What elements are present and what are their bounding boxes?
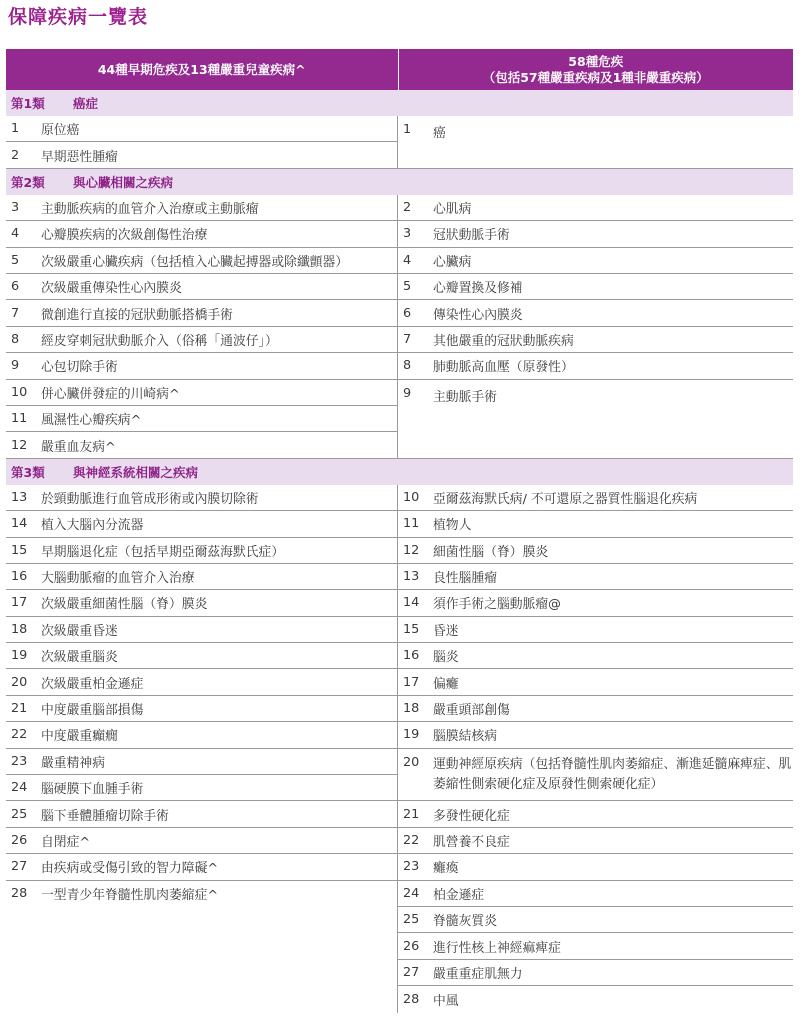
table-row	[398, 986, 793, 1012]
item-number: 19	[403, 727, 420, 743]
item-number: 2	[403, 199, 412, 215]
table-row	[398, 485, 793, 511]
item-number: 8	[11, 331, 20, 347]
item-number: 3	[403, 226, 412, 242]
item-number: 23	[403, 859, 420, 875]
table-row	[6, 406, 397, 432]
item-number: 28	[403, 991, 420, 1007]
section-1	[6, 116, 793, 169]
item-number: 26	[11, 832, 28, 848]
table-row	[6, 669, 397, 695]
table-row	[6, 617, 397, 643]
item-number: 28	[11, 886, 28, 902]
table-row	[6, 722, 397, 748]
table-row	[398, 353, 793, 379]
table-row	[398, 511, 793, 537]
category-3-row	[6, 459, 793, 485]
item-number: 8	[403, 358, 412, 374]
item-text: 多發性硬化症	[433, 808, 510, 824]
page-title: 保障疾病一覽表	[8, 6, 149, 28]
table-row	[398, 643, 793, 669]
right-column-1	[398, 116, 793, 169]
item-text: 中風	[433, 993, 459, 1009]
item-text: 次級嚴重傳染性心內膜炎	[41, 281, 182, 297]
item-number: 17	[403, 674, 420, 690]
disease-table	[6, 49, 793, 1013]
item-text: 腦硬膜下血腫手術	[41, 782, 144, 798]
category-name: 癌症	[73, 96, 99, 111]
section-2	[6, 195, 793, 459]
item-number: 16	[11, 569, 28, 585]
item-text: 於頸動脈進行血管成形術或內膜切除術	[41, 491, 259, 507]
category-number: 第3類	[11, 464, 45, 480]
right-column-2	[398, 195, 793, 459]
item-number: 7	[403, 331, 412, 347]
table-row	[398, 617, 793, 643]
left-column-3	[6, 485, 398, 1013]
table-row	[6, 432, 397, 458]
item-text: 自閉症^	[41, 834, 91, 850]
item-text: 次級嚴重柏金遜症	[41, 676, 144, 692]
table-row	[398, 327, 793, 353]
table-header	[6, 49, 793, 90]
table-row	[6, 590, 397, 616]
table-row	[6, 380, 397, 406]
item-text: 早期腦退化症（包括早期亞爾茲海默氏症）	[41, 544, 285, 560]
table-row	[6, 300, 397, 326]
item-number: 12	[403, 542, 420, 558]
header-left: 44種早期危疾及13種嚴重兒童疾病^	[6, 49, 399, 90]
item-number: 20	[403, 754, 420, 770]
table-row	[6, 221, 397, 247]
table-row	[6, 327, 397, 353]
item-number: 25	[11, 806, 28, 822]
item-text: 須作手術之腦動脈瘤@	[433, 597, 561, 613]
item-number: 24	[11, 780, 28, 796]
item-number: 11	[11, 411, 28, 427]
item-number: 9	[403, 385, 412, 401]
item-number: 16	[403, 648, 420, 664]
item-number: 22	[11, 727, 28, 743]
item-text: 冠狀動脈手術	[433, 228, 510, 244]
item-text: 肌營養不良症	[433, 835, 510, 850]
item-text: 中度嚴重癲癇	[41, 729, 118, 745]
header-right	[399, 49, 794, 90]
item-text: 腦炎	[433, 650, 459, 666]
table-row	[398, 380, 793, 459]
table-row	[6, 511, 397, 537]
table-row	[6, 749, 397, 775]
item-number: 9	[11, 358, 20, 374]
category-number: 第2類	[11, 174, 45, 190]
left-column-1	[6, 116, 398, 169]
section-3	[6, 485, 793, 1013]
table-row	[398, 248, 793, 274]
item-text: 心包切除手術	[41, 360, 118, 376]
table-row	[398, 274, 793, 300]
item-number: 2	[11, 147, 20, 163]
item-text: 嚴重血友病^	[41, 439, 116, 455]
table-row	[6, 564, 397, 590]
table-row	[6, 643, 397, 669]
item-number: 4	[11, 226, 20, 242]
table-row	[6, 195, 397, 221]
table-row	[398, 933, 793, 959]
table-row	[398, 907, 793, 933]
item-number: 1	[11, 121, 20, 137]
item-text: 良性腦腫瘤	[433, 571, 497, 587]
header-right-line2: （包括57種嚴重疾病及1種非嚴重疾病）	[482, 69, 709, 85]
item-text: 次級嚴重細菌性腦（脊）膜炎	[41, 597, 208, 613]
category-2-row	[6, 169, 793, 195]
table-row	[398, 828, 793, 854]
item-text: 亞爾茲海默氏病/ 不可還原之器質性腦退化疾病	[433, 491, 698, 507]
item-text: 嚴重精神病	[41, 755, 105, 771]
category-number: 第1類	[11, 96, 45, 111]
table-row	[6, 274, 397, 300]
table-row	[6, 801, 397, 827]
table-row	[6, 696, 397, 722]
item-text: 併心臟併發症的川崎病^	[41, 386, 180, 402]
item-text: 次級嚴重昏迷	[41, 623, 118, 639]
category-1-row	[6, 90, 793, 116]
item-number: 5	[11, 252, 20, 268]
item-text: 癱瘓	[433, 861, 459, 877]
table-row	[398, 854, 793, 880]
item-text: 次級嚴重心臟疾病（包括植入心臟起搏器或除纖顫器）	[41, 254, 349, 270]
table-row	[6, 828, 397, 854]
table-row	[6, 538, 397, 564]
table-row	[6, 116, 397, 142]
item-text: 原位癌	[41, 123, 80, 139]
item-text: 癌	[433, 126, 446, 141]
table-row	[6, 485, 397, 511]
item-text: 傳染性心內膜炎	[433, 307, 523, 323]
table-row	[6, 353, 397, 379]
item-text: 由疾病或受傷引致的智力障礙^	[41, 861, 219, 877]
table-row	[398, 116, 793, 169]
item-number: 26	[403, 938, 420, 954]
item-number: 11	[403, 516, 420, 532]
item-number: 27	[11, 859, 28, 875]
item-text: 主動脈手術	[433, 389, 497, 405]
item-number: 10	[11, 384, 28, 400]
item-number: 22	[403, 833, 420, 848]
item-text: 進行性核上神經痲痺症	[433, 940, 561, 956]
item-text: 中度嚴重腦部損傷	[41, 703, 144, 719]
item-number: 27	[403, 964, 420, 980]
item-number: 5	[403, 279, 412, 295]
item-text: 早期惡性腫瘤	[41, 149, 118, 165]
item-text: 脊髓灰質炎	[433, 914, 497, 930]
table-row	[398, 749, 793, 802]
item-text: 次級嚴重腦炎	[41, 650, 118, 666]
item-text: 腦膜結核病	[433, 729, 497, 745]
item-text: 心瓣膜疾病的次級創傷性治療	[41, 228, 208, 244]
item-text: 大腦動脈瘤的血管介入治療	[41, 571, 195, 587]
item-text: 偏癱	[433, 676, 459, 692]
item-number: 1	[403, 122, 412, 137]
category-name: 與心臟相關之疾病	[73, 174, 174, 190]
table-row	[6, 775, 397, 801]
left-column-2	[6, 195, 398, 459]
table-row	[398, 722, 793, 748]
item-number: 21	[403, 806, 420, 822]
item-number: 6	[403, 305, 412, 321]
table-row	[398, 590, 793, 616]
item-text: 一型青少年脊髓性肌肉萎縮症^	[41, 888, 219, 904]
item-number: 19	[11, 648, 28, 664]
item-number: 15	[403, 621, 420, 637]
item-text: 心臟病	[433, 254, 472, 270]
table-row	[398, 801, 793, 827]
item-text: 心瓣置換及修補	[433, 281, 523, 297]
item-text: 嚴重頭部創傷	[433, 703, 510, 719]
item-text: 植入大腦內分流器	[41, 518, 144, 534]
table-row	[398, 564, 793, 590]
table-row	[398, 960, 793, 986]
item-number: 21	[11, 701, 28, 717]
table-row	[6, 142, 397, 168]
table-row	[398, 881, 793, 907]
item-text: 風濕性心瓣疾病^	[41, 413, 142, 429]
item-text: 腦下垂體腫瘤切除手術	[41, 808, 169, 824]
item-number: 6	[11, 279, 20, 295]
table-row	[398, 195, 793, 221]
item-text: 經皮穿刺冠狀動脈介入（俗稱「通波仔」）	[41, 333, 278, 349]
item-number: 25	[403, 912, 420, 928]
item-text: 植物人	[433, 518, 472, 534]
item-text: 微創進行直接的冠狀動脈搭橋手術	[41, 307, 233, 323]
table-row	[6, 854, 397, 880]
item-text: 昏迷	[433, 623, 459, 639]
table-row	[398, 669, 793, 695]
item-number: 14	[11, 516, 28, 532]
header-right-line1: 58種危疾	[568, 53, 624, 69]
category-name: 與神經系統相關之疾病	[73, 464, 199, 480]
item-number: 23	[11, 753, 28, 769]
item-number: 20	[11, 674, 28, 690]
table-row	[398, 538, 793, 564]
item-number: 10	[403, 489, 420, 505]
table-row	[6, 881, 397, 907]
item-text: 細菌性腦（脊）膜炎	[433, 544, 549, 560]
item-text: 柏金遜症	[433, 887, 485, 903]
item-number: 14	[403, 595, 420, 611]
item-number: 4	[403, 252, 412, 268]
item-text: 嚴重重症肌無力	[433, 966, 523, 982]
right-column-3	[398, 485, 793, 1013]
item-number: 3	[11, 199, 20, 215]
item-text: 其他嚴重的冠狀動脈疾病	[433, 333, 574, 349]
item-number: 13	[11, 489, 28, 505]
item-number: 18	[403, 701, 420, 717]
item-number: 15	[11, 542, 28, 558]
item-number: 13	[403, 569, 420, 585]
table-row	[398, 696, 793, 722]
table-row	[398, 300, 793, 326]
item-number: 24	[403, 885, 420, 901]
item-text: 肺動脈高血壓（原發性）	[433, 360, 574, 376]
item-text: 主動脈疾病的血管介入治療或主動脈瘤	[41, 201, 259, 217]
table-row	[398, 221, 793, 247]
item-text: 心肌病	[433, 201, 472, 217]
item-text: 運動神經原疾病（包括脊髓性肌肉萎縮症、漸進延髓麻痺症、肌萎縮性側索硬化症及原發性側索硬化症）	[433, 756, 792, 792]
table-row	[6, 248, 397, 274]
item-number: 18	[11, 621, 28, 637]
item-number: 17	[11, 595, 28, 611]
item-number: 12	[11, 437, 28, 453]
item-number: 7	[11, 305, 20, 321]
